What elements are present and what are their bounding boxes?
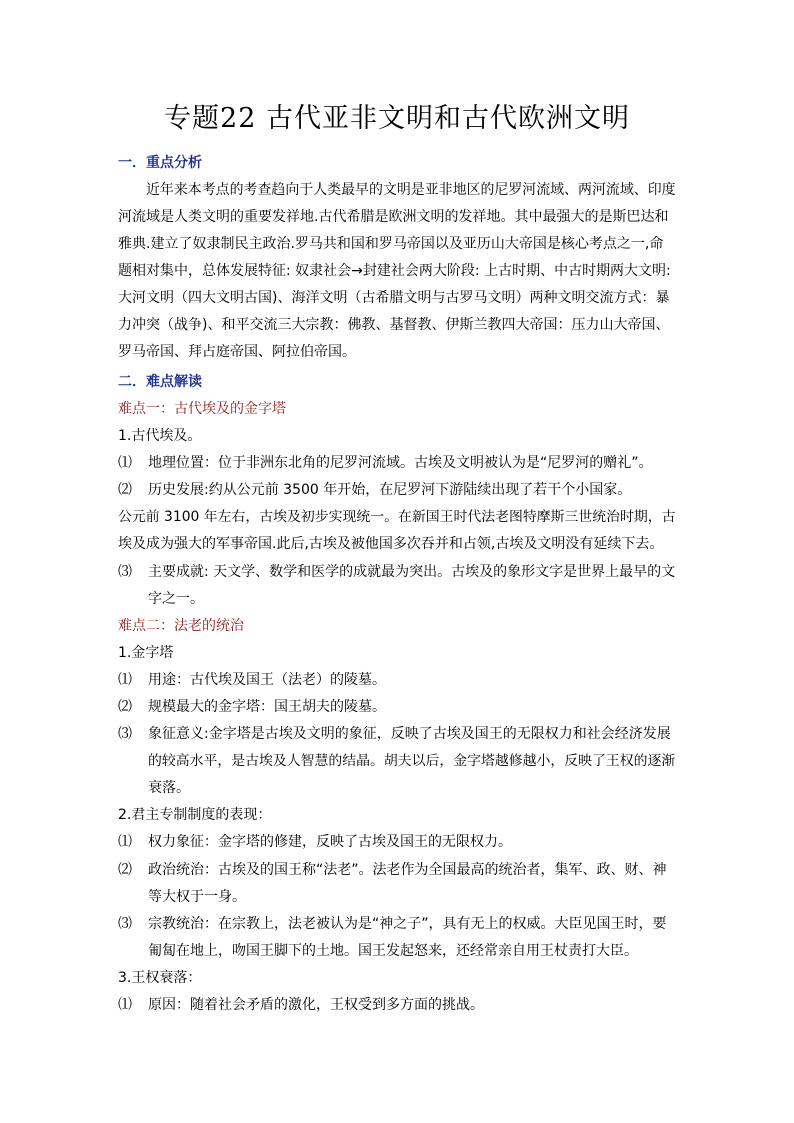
item-text: 象征意义:金字塔是古埃及文明的象征，反映了古埃及国王的无限权力和社会经济发展 (148, 726, 671, 742)
paragraph-line: 近年来本考点的考查趋向于人类最早的文明是亚非地区的尼罗河流域、两河流域、印度 (146, 182, 676, 198)
item-text: 权力象征：金字塔的修建，反映了古埃及国王的无限权力。 (148, 834, 512, 850)
subheading-point-two: 难点二：法老的统治 (118, 618, 244, 634)
list-item (118, 698, 386, 716)
item-text: 历史发展:约从公元前 3500 年开始，在尼罗河下游陆续出现了若干个小国家。 (148, 482, 632, 498)
item-number: ⑴ (118, 672, 132, 688)
item-number: ⑶ (118, 916, 132, 932)
paragraph-line: 力冲突（战争)、和平交流三大宗教：佛教、基督教、伊斯兰教四大帝国：压力山大帝国、 (118, 317, 670, 333)
paragraph-line: 大河文明（四大文明古国)、海洋文明（古希腊文明与古罗马文明）两种文明交流方式：暴 (118, 290, 670, 306)
item-text: 宗教统治：在宗教上，法老被认为是“神之子”，具有无上的权威。大臣见国王时，要 (148, 916, 667, 932)
paragraph-line: 匍匐在地上，吻国王脚下的土地。国王发起怒来，还经常亲自用王杖责打大臣。 (148, 943, 638, 959)
list-item (118, 833, 512, 851)
item-number: ⑴ (118, 455, 132, 471)
paragraph-line: 字之一。 (148, 591, 204, 607)
item-text: 政治统治：古埃及的国王称“法老”。法老作为全国最高的统治者，集军、政、财、神 (148, 862, 667, 878)
paragraph-line: 埃及成为强大的军事帝国.此后,古埃及被他国多次吞并和占领,古埃及文明没有延续下去。 (118, 536, 664, 552)
list-item (118, 563, 675, 581)
item-number: ⑵ (118, 699, 132, 715)
list-item (118, 481, 631, 499)
item-number: ⑴ (118, 834, 132, 850)
list-item (118, 454, 653, 472)
paragraph-line: 的较高水平，是古埃及人智慧的结晶。胡夫以后，金字塔越修越小，反映了王权的逐渐 (148, 753, 676, 769)
item-heading: 2.君主专制制度的表现： (118, 807, 272, 823)
section-heading-key-analysis: 一．重点分析 (118, 155, 202, 171)
item-number: ⑶ (118, 726, 132, 742)
item-number: ⑴ (118, 997, 132, 1013)
list-item (118, 996, 484, 1014)
item-number: ⑵ (118, 862, 132, 878)
list-item (118, 725, 671, 743)
paragraph-line: 衰落。 (148, 780, 190, 796)
item-heading: 1.古代埃及。 (118, 428, 202, 444)
section-heading-difficulty-reading: 二．难点解读 (118, 374, 202, 390)
item-text: 规模最大的金字塔：国王胡夫的陵墓。 (148, 699, 386, 715)
list-item (118, 861, 667, 879)
paragraph-line: 题相对集中，总体发展特征: 奴隶社会→封建社会两大阶段: 上古时期、中古时期两大文明: (118, 263, 671, 279)
item-heading: 3.王权衰落： (118, 970, 202, 986)
item-text: 用途：古代埃及国王（法老）的陵墓。 (148, 672, 386, 688)
item-number: ⑵ (118, 482, 132, 498)
item-heading: 1.金字塔 (118, 645, 174, 661)
list-item (118, 671, 386, 689)
paragraph-line: 雅典.建立了奴隶制民主政治.罗马共和国和罗马帝国以及亚历山大帝国是核心考点之一,命 (118, 236, 664, 252)
subheading-point-one: 难点一：古代埃及的金字塔 (118, 401, 286, 417)
paragraph-line: 公元前 3100 年左右，古埃及初步实现统一。在新国王时代法老图特摩斯三世统治时期，古 (118, 509, 676, 525)
paragraph-line: 河流域是人类文明的重要发祥地.古代希腊是欧洲文明的发祥地。其中最强大的是斯巴达和 (118, 209, 669, 225)
item-text: 主要成就: 天文学、数学和医学的成就最为突出。古埃及的象形文字是世界上最早的文 (148, 564, 676, 580)
paragraph-line: 等大权于一身。 (148, 889, 246, 905)
item-text: 地理位置：位于非洲东北角的尼罗河流域。古埃及文明被认为是“尼罗河的赠礼”。 (148, 455, 653, 471)
list-item (118, 915, 667, 933)
item-text: 原因：随着社会矛盾的激化，王权受到多方面的挑战。 (148, 997, 484, 1013)
page-title: 专题22 古代亚非文明和古代欧洲文明 (164, 103, 630, 134)
paragraph-line: 罗马帝国、拜占庭帝国、阿拉伯帝国。 (118, 344, 356, 360)
item-number: ⑶ (118, 564, 132, 580)
